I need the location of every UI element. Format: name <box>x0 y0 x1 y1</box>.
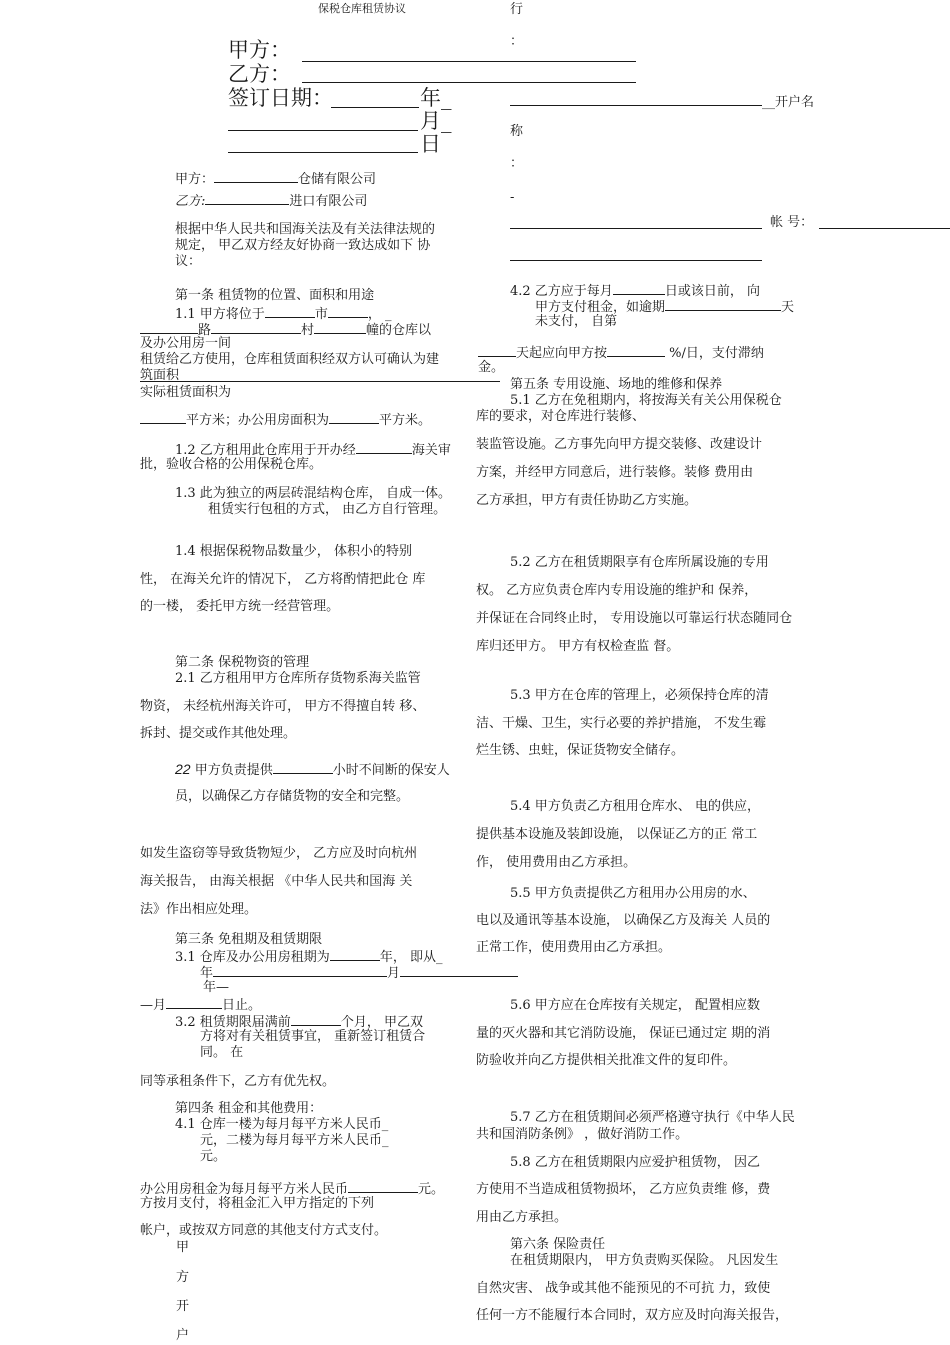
art5-p54-c: 作， 使用费用由乙方承担。 <box>476 855 637 870</box>
account-blank-1 <box>510 228 762 229</box>
art4-p42-e: 金。 <box>478 360 505 375</box>
art1-p11-c: 及办公用房一间 <box>140 336 232 351</box>
art1-p11-f: 实际租赁面积为 <box>140 385 232 400</box>
art3-p31-b: 年 月 <box>200 964 518 982</box>
art4-p42-d: 天起应向甲方按 %/日，支付滞纳 <box>478 344 764 362</box>
art6-title: 第六条 保险责任 <box>510 1237 606 1252</box>
art4-p41-b: 元，二楼为每月每平方米人民币_ <box>200 1133 389 1148</box>
header-sign-date: 签订日期： <box>228 86 333 110</box>
art3-p31-a: 3.1 仓库及办公用房租期为 年， 即从_ <box>175 950 443 965</box>
account-blank-2 <box>510 260 762 261</box>
art5-p51-a: 5.1 乙方在免租期内，将按海关有关公用保税仓 <box>510 393 782 408</box>
art5-p55-b: 电以及通讯等基本设施， 以确保乙方及海关 人员的 <box>476 913 771 928</box>
art4-p42-a: 4.2 乙方应于每月 日或该日前， 向 <box>510 284 760 299</box>
account-dash: - <box>510 190 515 205</box>
month-blank <box>228 130 418 131</box>
art5-p51-b: 库的要求，对仓库进行装修、 <box>476 409 646 424</box>
vertical-char-3: 开 <box>176 1299 190 1314</box>
art6-p-a: 在租赁期限内， 甲方负责购买保险。 凡因发生 <box>510 1253 779 1268</box>
vertical-char-2: 方 <box>176 1270 190 1285</box>
art1-p14-a: 1.4 根据保税物品数量少， 体积小的特别 <box>175 544 412 559</box>
intro-line-3: 议： <box>175 254 202 269</box>
account-name-line: __开户名 <box>510 93 814 111</box>
art5-p55-c: 正常工作，使用费用由乙方承担。 <box>476 940 672 955</box>
art2-p23-c: 法》作出相应处理。 <box>140 902 258 917</box>
art5-p52-d: 库归还甲方。 甲方有权检查监 督。 <box>476 639 680 654</box>
art6-p-c: 任何一方不能履行本合同时，双方应及时向海关报告， <box>476 1308 789 1323</box>
art2-p21-c: 拆封、提交或作其他处理。 <box>140 726 297 741</box>
art4-p41-d: 办公用房租金为每月每平方米人民币 元。 <box>140 1182 445 1197</box>
art3-p31-c: 年— <box>203 980 230 995</box>
art5-p51-e: 乙方承担，甲方有责任协助乙方实施。 <box>476 493 698 508</box>
party-b-line: 乙方: 进口有限公司 <box>175 194 368 209</box>
art5-title: 第五条 专用设施、场地的维修和保养 <box>510 377 723 392</box>
intro-line-1: 根据中华人民共和国海关法及有关法律法规的 <box>175 222 436 237</box>
art1-p11-b: 路 村 幢的仓库以 <box>140 321 431 339</box>
art5-p55-a: 5.5 甲方负责提供乙方租用办公用房的水、 <box>510 886 756 901</box>
art4-p41-f: 帐户，或按双方同意的其他支付方式支付。 <box>140 1223 388 1238</box>
account-name-colon: ： <box>510 156 524 171</box>
art5-p53-a: 5.3 甲方在仓库的管理上，必须保持仓库的清 <box>510 688 769 703</box>
art5-p54-a: 5.4 甲方负责乙方租用仓库水、 电的供应， <box>510 799 760 814</box>
art2-p22-a: 22 甲方负责提供 小时不间断的保安人 <box>175 761 450 778</box>
art1-p13-b: 租赁实行包租的方式， 由乙方自行管理。 <box>208 502 447 517</box>
art5-p52-c: 并保证在合同终止时， 专用设施以可靠运行状态随同仓 <box>476 611 793 626</box>
account-number-label: 帐 号： <box>770 215 814 230</box>
art5-p58-c: 用由乙方承担。 <box>476 1210 568 1225</box>
art5-p52-a: 5.2 乙方在租赁期限享有仓库所属设施的专用 <box>510 555 769 570</box>
art5-p54-b: 提供基本设施及装卸设施， 以保证乙方的正 常工 <box>476 827 758 842</box>
art5-p51-c: 装监管设施。乙方事先向甲方提交装修、改建设计 <box>476 437 763 452</box>
art4-p41-e: 方按月支付，将租金汇入甲方指定的下列 <box>140 1196 375 1211</box>
document-title: 保税仓库租赁协议 <box>318 2 406 15</box>
art1-p13-a: 1.3 此为独立的两层砖混结构仓库， 自成一体。 <box>175 486 451 501</box>
art1-p11-a: 1.1 甲方将位于 市 ， _ <box>175 307 392 322</box>
art1-p14-c: 的一楼， 委托甲方统一经营管理。 <box>140 599 340 614</box>
art5-p53-c: 烂生锈、虫蛀，保证货物安全储存。 <box>476 743 685 758</box>
art2-p23-b: 海关报告， 由海关根据 《中华人民共和国海 关 <box>140 874 413 889</box>
header-party-a: 甲方： <box>228 38 291 62</box>
party-a-line: 甲方： 仓储有限公司 <box>175 172 377 187</box>
art5-p52-b: 权。 乙方应负责仓库内专用设施的维护和 保养， <box>476 583 758 598</box>
art5-p56-a: 5.6 甲方应在仓库按有关规定， 配置相应数 <box>510 998 760 1013</box>
art3-p32-a: 3.2 租赁期限届满前 个月， 甲乙双 <box>175 1015 423 1030</box>
art4-title: 第四条 租金和其他费用： <box>175 1101 323 1116</box>
art4-p42-c: 未支付， 自第 <box>535 314 618 329</box>
art5-p58-a: 5.8 乙方在租赁期限内应爱护租赁物， 因乙 <box>510 1155 760 1170</box>
art5-p57-b: 共和国消防条例》 ，做好消防工作。 <box>476 1127 689 1142</box>
art4-p42-b: 甲方支付租金，如逾期 天 <box>535 300 795 315</box>
art5-p56-b: 量的灭火器和其它消防设施， 保证已通过定 期的消 <box>476 1026 771 1041</box>
header-month: 月_ <box>420 109 452 133</box>
party-a-blank <box>302 61 636 62</box>
account-number-blank <box>819 228 950 229</box>
bank-colon: ： <box>510 34 524 49</box>
art1-p14-b: 性， 在海关允许的情况下， 乙方将酌情把此仓 库 <box>140 572 426 587</box>
art4-p41-c: 元。 <box>200 1149 227 1164</box>
art1-p11-g: 平方米；办公用房面积为 平方米。 <box>140 411 431 429</box>
day-blank <box>228 152 418 153</box>
art2-title: 第二条 保税物资的管理 <box>175 655 310 670</box>
header-day: 日 <box>420 132 441 156</box>
year-blank <box>331 107 419 108</box>
art2-p21-b: 物资， 未经杭州海关许可， 甲方不得擅自转 移、 <box>140 699 426 714</box>
art6-p-b: 自然灾害、 战争或其他不能预见的不可抗 力，致使 <box>476 1281 771 1296</box>
art2-p23-a: 如发生盗窃等导致货物短少， 乙方应及时向杭州 <box>140 846 418 861</box>
art4-p41-a: 4.1 仓库一楼为每月每平方米人民币_ <box>175 1117 389 1132</box>
area-blank <box>140 381 500 382</box>
art5-p57-a: 5.7 乙方在租赁期间必须严格遵守执行《中华人民 <box>510 1110 795 1125</box>
intro-line-2: 规定， 甲乙双方经友好协商一致达成如下 协 <box>175 238 431 253</box>
art1-p11-e: 筑面积 <box>140 368 180 383</box>
art3-title: 第三条 免租期及租赁期限 <box>175 932 323 947</box>
art5-p51-d: 方案，并经甲方同意后，进行装修。装修 费用由 <box>476 465 754 480</box>
art3-p32-b: 方将对有关租赁事宜， 重新签订租赁合 <box>200 1029 426 1044</box>
art5-p56-c: 防验收并向乙方提供相关批准文件的复印件。 <box>476 1053 737 1068</box>
party-b-blank <box>302 82 636 83</box>
vertical-char-4: 户 <box>176 1328 190 1343</box>
art5-p53-b: 洁、干燥、卫生，实行必要的养护措施， 不发生霉 <box>476 716 767 731</box>
art3-p31-d: —月 日止。 <box>140 998 262 1013</box>
account-name-cheng: 称 <box>510 124 524 139</box>
art1-p12-a: 1.2 乙方租用此仓库用于开办经 海关审 <box>175 443 451 458</box>
bank-label: 行 <box>510 2 524 17</box>
art3-p32-d: 同等承租条件下，乙方有优先权。 <box>140 1074 336 1089</box>
vertical-char-1: 甲 <box>176 1240 190 1255</box>
art2-p22-b: 员，以确保乙方存储货物的安全和完整。 <box>175 789 410 804</box>
art1-p11-d: 租赁给乙方使用，仓库租赁面积经双方认可确认为建 <box>140 352 440 367</box>
art5-p58-b: 方使用不当造成租赁物损坏， 乙方应负责维 修，费 <box>476 1182 771 1197</box>
art1-p12-b: 批，验收合格的公用保税仓库。 <box>140 457 323 472</box>
art3-p32-c: 同。 在 <box>200 1045 244 1060</box>
art2-p21-a: 2.1 乙方租用甲方仓库所存货物系海关监管 <box>175 671 421 686</box>
art1-title: 第一条 租赁物的位置、面积和用途 <box>175 288 375 303</box>
header-party-b: 乙方： <box>228 62 291 86</box>
header-year: 年_ <box>420 86 452 110</box>
